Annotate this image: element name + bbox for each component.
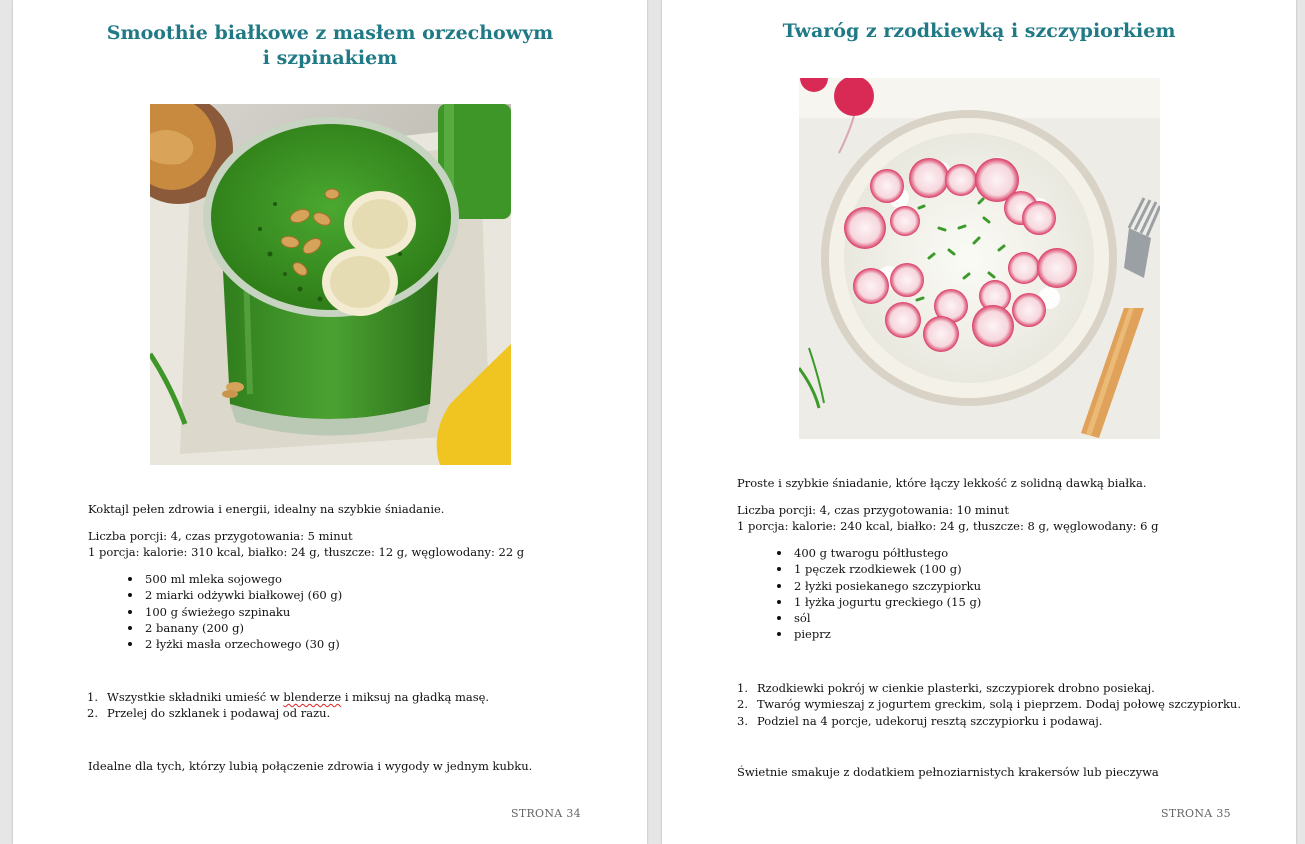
nutrition-line: 1 porcja: kalorie: 310 kcal, białko: 24 g, tłuszcze: 12 g, węglowodany: 22 g (88, 545, 525, 559)
step-text: Wszystkie składniki umieść w (107, 690, 284, 704)
list-item: pieprz (794, 626, 981, 642)
list-item: sól (794, 610, 981, 626)
step-text: Przelej do szklanek i podawaj od razu. (107, 706, 331, 721)
list-item (737, 696, 1241, 712)
recipe-closing: Świetnie smakuje z dodatkiem pełnoziarnistych krakersów lub pieczywa (737, 765, 1159, 779)
servings-line: Liczba porcji: 4, czas przygotowania: 10 minut (737, 503, 1009, 517)
list-item: 1 pęczek rzodkiewek (100 g) (794, 561, 981, 577)
recipe-title-line-2: i szpinakiem (262, 47, 398, 69)
recipe-intro: Koktajl pełen zdrowia i energii, idealny na szybkie śniadanie. (88, 502, 445, 516)
list-item: 2 miarki odżywki białkowej (60 g) (145, 588, 343, 603)
recipe-info (88, 528, 524, 560)
ingredient-list (145, 571, 342, 652)
list-item: 100 g świeżego szpinaku (145, 604, 342, 620)
step-text: Podziel na 4 porcje, udekoruj resztą szczypiorku i podawaj. (757, 713, 1103, 728)
smoothie-photo (150, 104, 511, 465)
step-list (737, 680, 1241, 729)
step-text: Rzodkiewki pokrój w cienkie plasterki, szczypiorek drobno posiekaj. (757, 681, 1155, 695)
step-number: 2. (87, 706, 98, 721)
list-item (737, 680, 1241, 696)
recipe-title (13, 21, 647, 71)
step-text: i miksuj na gładką masę. (341, 690, 490, 704)
list-item: 2 banany (200 g) (145, 620, 342, 636)
step-number: 1. (87, 690, 98, 704)
recipe-closing: Idealne dla tych, którzy lubią połączenie zdrowia i wygody w jednym kubku. (88, 759, 533, 773)
list-item: 2 łyżki masła orzechowego (30 g) (145, 636, 342, 652)
ingredient-list (794, 545, 981, 643)
list-item: 500 ml mleka sojowego (145, 571, 342, 587)
step-number: 1. (737, 681, 748, 695)
step-number: 2. (737, 697, 748, 712)
smoothie-image (150, 104, 511, 465)
step-text: Twaróg wymieszaj z jogurtem greckim, solą i pieprzem. Dodaj połowę szczypiorku. (757, 697, 1241, 712)
list-item: 2 łyżki posiekanego szczypiorku (794, 578, 981, 593)
document-page-right (662, 0, 1296, 844)
nutrition-line: 1 porcja: kalorie: 240 kcal, białko: 24 g, tłuszcze: 8 g, węglowodany: 6 g (737, 519, 1159, 533)
document-page-left (13, 0, 647, 844)
list-item: 400 g twarogu półtłustego (794, 545, 981, 561)
recipe-title-line-1: Smoothie białkowe z masłem orzechowym (106, 22, 554, 44)
list-item (87, 705, 489, 721)
list-item (737, 713, 1241, 729)
cottage-cheese-image (799, 78, 1160, 439)
list-item: 1 łyżka jogurtu greckiego (15 g) (794, 594, 982, 609)
recipe-title (662, 19, 1296, 44)
page-number: STRONA 35 (1161, 807, 1231, 820)
list-item (87, 689, 490, 705)
recipe-intro: Proste i szybkie śniadanie, które łączy lekkość z solidną dawką białka. (737, 476, 1147, 490)
cottage-cheese-photo (799, 78, 1160, 439)
step-number: 3. (737, 713, 748, 728)
step-list (87, 689, 490, 722)
spelling-flagged-word[interactable]: blenderze (283, 690, 342, 704)
page-number: STRONA 34 (511, 807, 581, 820)
recipe-title-line-1: Twaróg z rzodkiewką i szczypiorkiem (782, 20, 1176, 42)
recipe-info (737, 502, 1159, 534)
servings-line: Liczba porcji: 4, czas przygotowania: 5 minut (88, 529, 353, 543)
